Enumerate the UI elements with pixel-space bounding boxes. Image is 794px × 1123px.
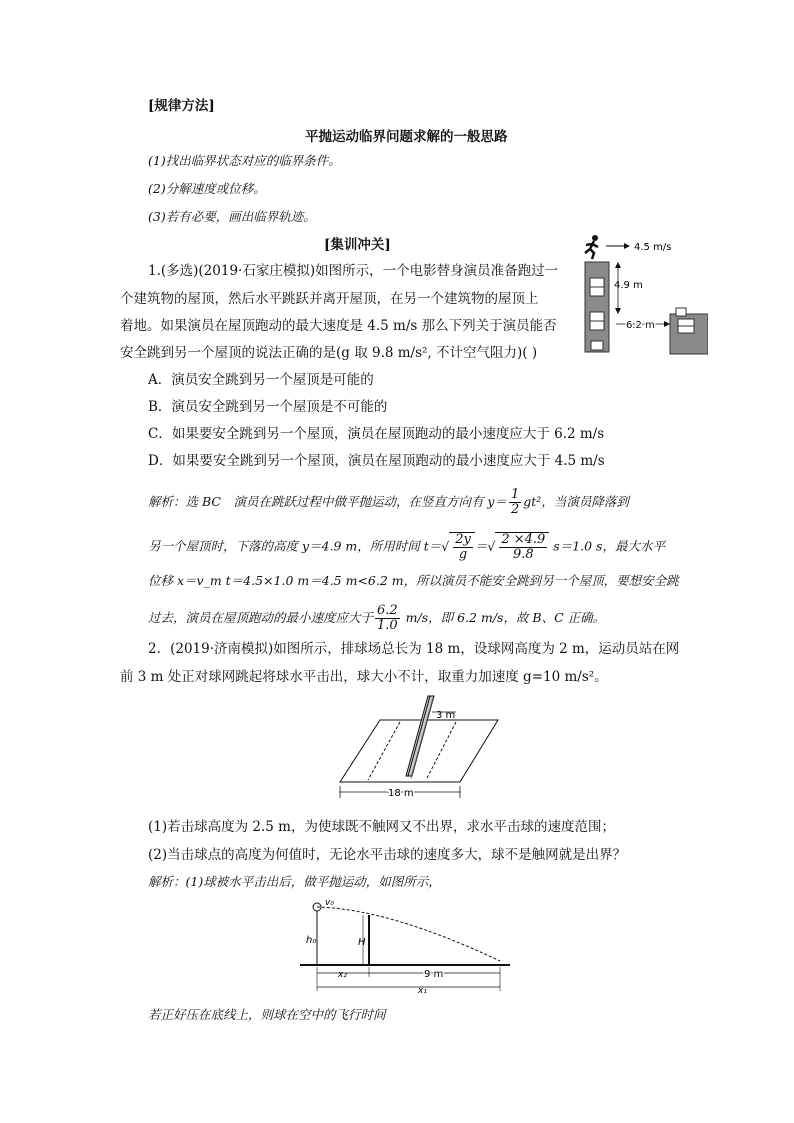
- left-building: [585, 262, 609, 352]
- speed-label: 4.5 m/s: [634, 242, 672, 253]
- q2-sub-2: (2)当击球点的高度为何值时，无论水平击球的速度多大，球不是触网就是出界？: [148, 847, 627, 863]
- q1-solution-d: 过去，演员在屋顶跑动的最小速度应大于 $\frac{6.2}{1.0}$ m/s，即 6.2 m/s，故 B、C 正确。: [148, 603, 606, 633]
- length-label: 18 m: [388, 788, 414, 799]
- runner-icon: [585, 235, 598, 259]
- q1-solution-a: 解析：选 BC 演员在跳跃过程中做平抛运动，在竖直方向有 y＝ $\frac{1}{2}$ gt²，当演员降落到: [148, 487, 629, 517]
- trajectory: [317, 907, 500, 961]
- q2-last-line: 若正好压在底线上，则球在空中的飞行时间: [148, 1007, 386, 1022]
- method-step-1: (1)找出临界状态对应的临界条件。: [148, 153, 341, 168]
- nine-m-label: 9 m: [424, 969, 444, 980]
- q1-option-a: A．演员安全跳到另一个屋顶是可能的: [148, 372, 374, 388]
- sqrt-expression-1: √ $\frac{2y}{g}$: [441, 532, 475, 562]
- v0-label: v₀: [325, 898, 334, 908]
- x1-label: x₁: [418, 986, 427, 995]
- q1-solution-c: 位移 x＝v_m t＝4.5×1.0 m＝4.5 m<6.2 m，所以演员不能安全跳到另一个屋顶，要想安全跳: [148, 573, 679, 588]
- gap-label: 6.2 m: [626, 320, 655, 331]
- H-label: H: [358, 937, 366, 948]
- method-title: 平抛运动临界问题求解的一般思路: [305, 129, 508, 145]
- q1-building-figure: [578, 232, 708, 357]
- dist-label: 3 m: [436, 710, 456, 721]
- q2-trajectory-figure: [300, 895, 520, 995]
- fraction-half: $\frac{1}{2}$: [511, 487, 520, 517]
- q1-option-b: B．演员安全跳到另一个屋顶是不可能的: [148, 399, 388, 415]
- method-step-3: (3)若有必要，画出临界轨迹。: [148, 209, 316, 224]
- q1-line-2: 个建筑物的屋顶，然后水平跳跃并离开屋顶，在另一个建筑物的屋顶上: [120, 291, 539, 307]
- q2-sub-1: (1)若击球高度为 2.5 m，为使球既不触网又不出界，求水平击球的速度范围；: [148, 819, 615, 835]
- q1-option-d: D．如果要安全跳到另一个屋顶，演员在屋顶跑动的最小速度应大于 4.5 m/s: [148, 453, 605, 469]
- q2-line-2: 前 3 m 处正对球网跳起将球水平击出，球大小不计，取重力加速度 g=10 m/s²。: [120, 669, 608, 685]
- method-step-2: (2)分解速度或位移。: [148, 181, 266, 196]
- q2-solution: 解析：(1)球被水平击出后，做平抛运动，如图所示，: [148, 874, 441, 889]
- q1-option-c: C．如果要安全跳到另一个屋顶，演员在屋顶跑动的最小速度应大于 6.2 m/s: [148, 426, 605, 442]
- h0-label: h₀: [306, 935, 317, 946]
- q1-line-1: 1.(多选)(2019·石家庄模拟)如图所示，一个电影替身演员准备跑过一: [148, 263, 559, 279]
- fraction-speed: $\frac{6.2}{1.0}$: [377, 603, 398, 633]
- q2-line-1: 2．(2019·济南模拟)如图所示，排球场总长为 18 m，设球网高度为 2 m，运动员站在网: [148, 641, 680, 657]
- sqrt-expression-2: √ $\frac{2 \times 4.9}{9.8}$: [487, 532, 549, 562]
- q1-line-4: 安全跳到另一个屋顶的说法正确的是(g 取 9.8 m/s², 不计空气阻力)( ): [120, 345, 538, 361]
- q1-line-3: 着地。如果演员在屋顶跑动的最大速度是 4.5 m/s 那么下列关于演员能否: [120, 318, 557, 334]
- x2-label: x₂: [338, 970, 347, 980]
- method-tag: [规律方法]: [148, 98, 215, 114]
- height-label: 4.9 m: [614, 280, 643, 291]
- practice-tag: [集训冲关]: [324, 237, 391, 253]
- q2-court-figure: [330, 690, 500, 810]
- q1-solution-b: 另一个屋顶时，下落的高度 y＝4.9 m，所用时间 t＝√ $\frac{2y}{g}$ ＝√ $\frac{2 \times 4.9}{9.8}$ s＝1.0 s，最大水平: [148, 532, 665, 562]
